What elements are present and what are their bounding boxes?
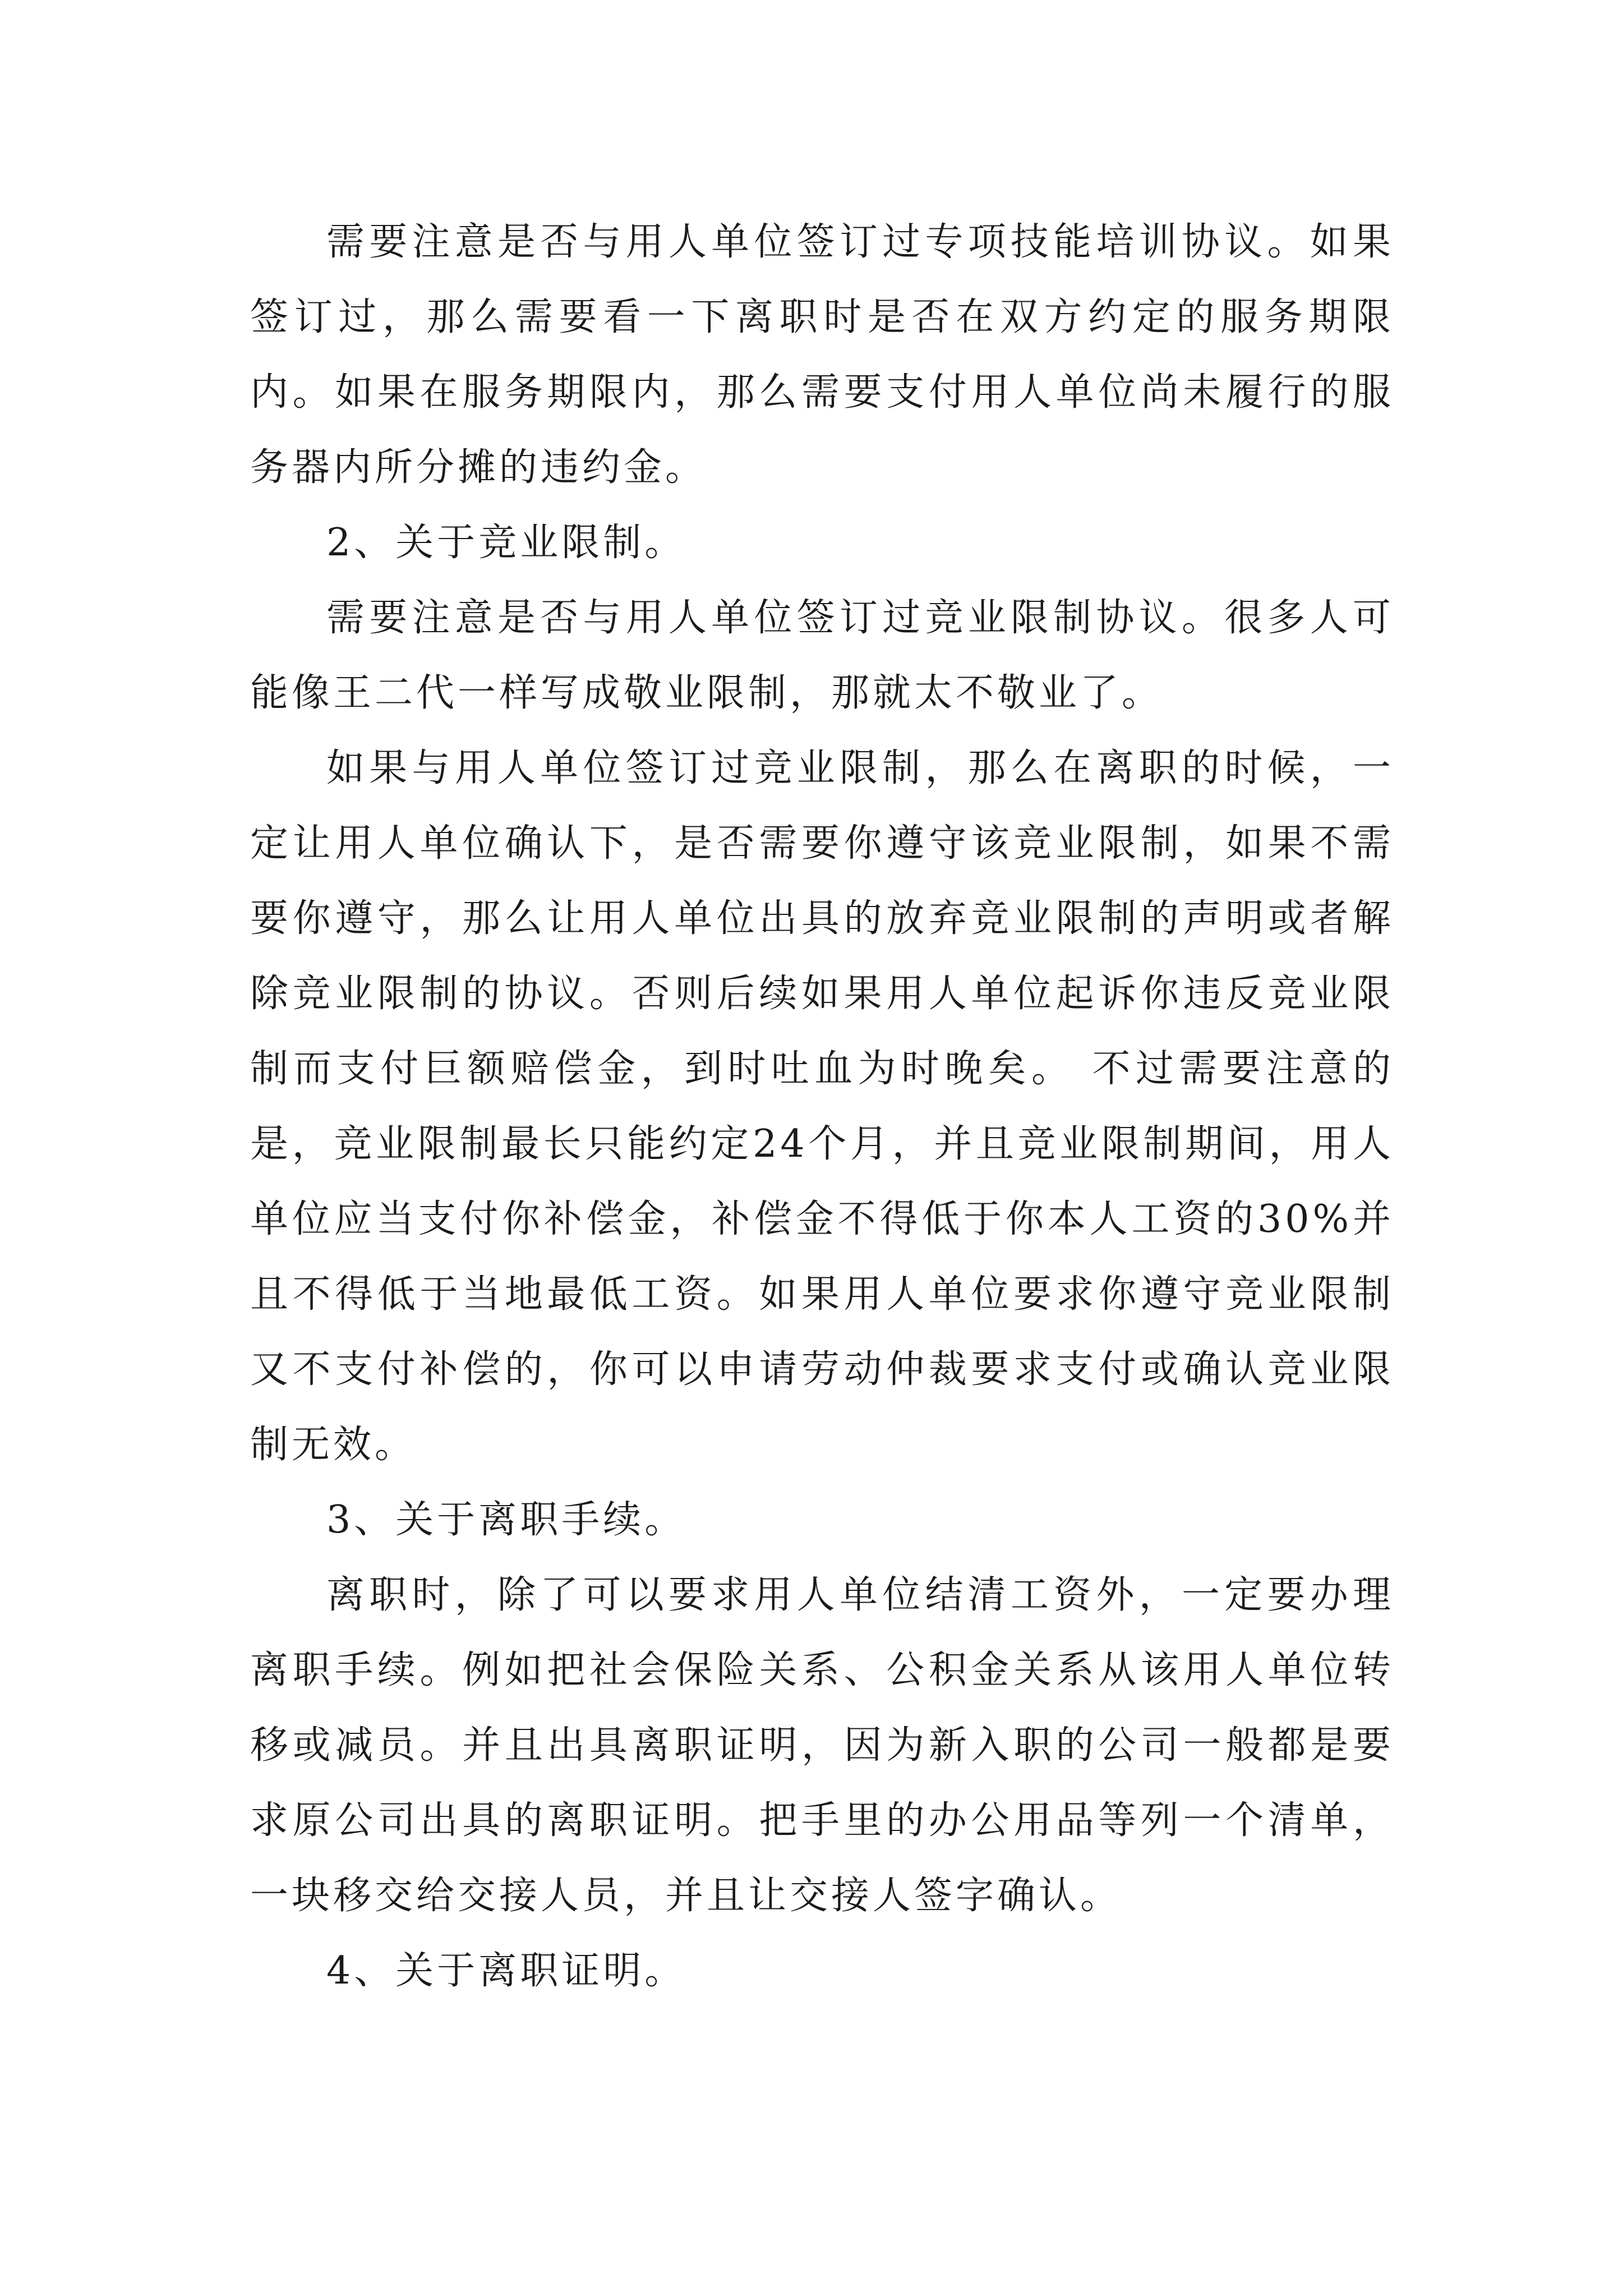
heading-resignation-certificate: 4、关于离职证明。 [326,1949,686,1993]
paragraph-training-agreement: 需要注意是否与用人单位签订过专项技能培训协议。如果签订过，那么需要看一下离职时是否在双方约定的服务期限内。如果在服务期限内，那么需要支付用人单位尚未履行的服务器内所分摊的违约金。 [250,220,1394,490]
paragraph-non-compete-agreement: 需要注意是否与用人单位签订过竞业限制协议。很多人可能像王二代一样写成敬业限制，那就太不敬业了。 [250,596,1394,715]
paragraph-resignation-procedures: 离职时，除了可以要求用人单位结清工资外，一定要办理离职手续。例如把社会保险关系、公积金关系从该用人单位转移或减员。并且出具离职证明，因为新入职的公司一般都是要求原公司出具的离职证明。把手里的办公用品等列一个清单，一块移交给交接人员，并且让交接人签字确认。 [250,1573,1394,1918]
heading-resignation-procedures: 3、关于离职手续。 [326,1498,686,1542]
document-body [250,205,1394,2009]
paragraph-non-compete-details: 如果与用人单位签订过竞业限制，那么在离职的时候，一定让用人单位确认下，是否需要你遵守该竞业限制，如果不需要你遵守，那么让用人单位出具的放弃竞业限制的声明或者解除竞业限制的协议。否则后续如果用人单位起诉你违反竞业限制而支付巨额赔偿金，到时吐血为时晚矣。 不过需要注意的是，竞业限制最长只能约定24个月，并且竞业限制期间，用人单位应当支付你补偿金，补偿金不得低于你本人工资的30%并且不得低于当地最低工资。如果用人单位要求你遵守竞业限制又不支付补偿的，你可以申请劳动仲裁要求支付或确认竞业限制无效。 [250,746,1394,1467]
heading-non-compete: 2、关于竞业限制。 [326,521,686,565]
